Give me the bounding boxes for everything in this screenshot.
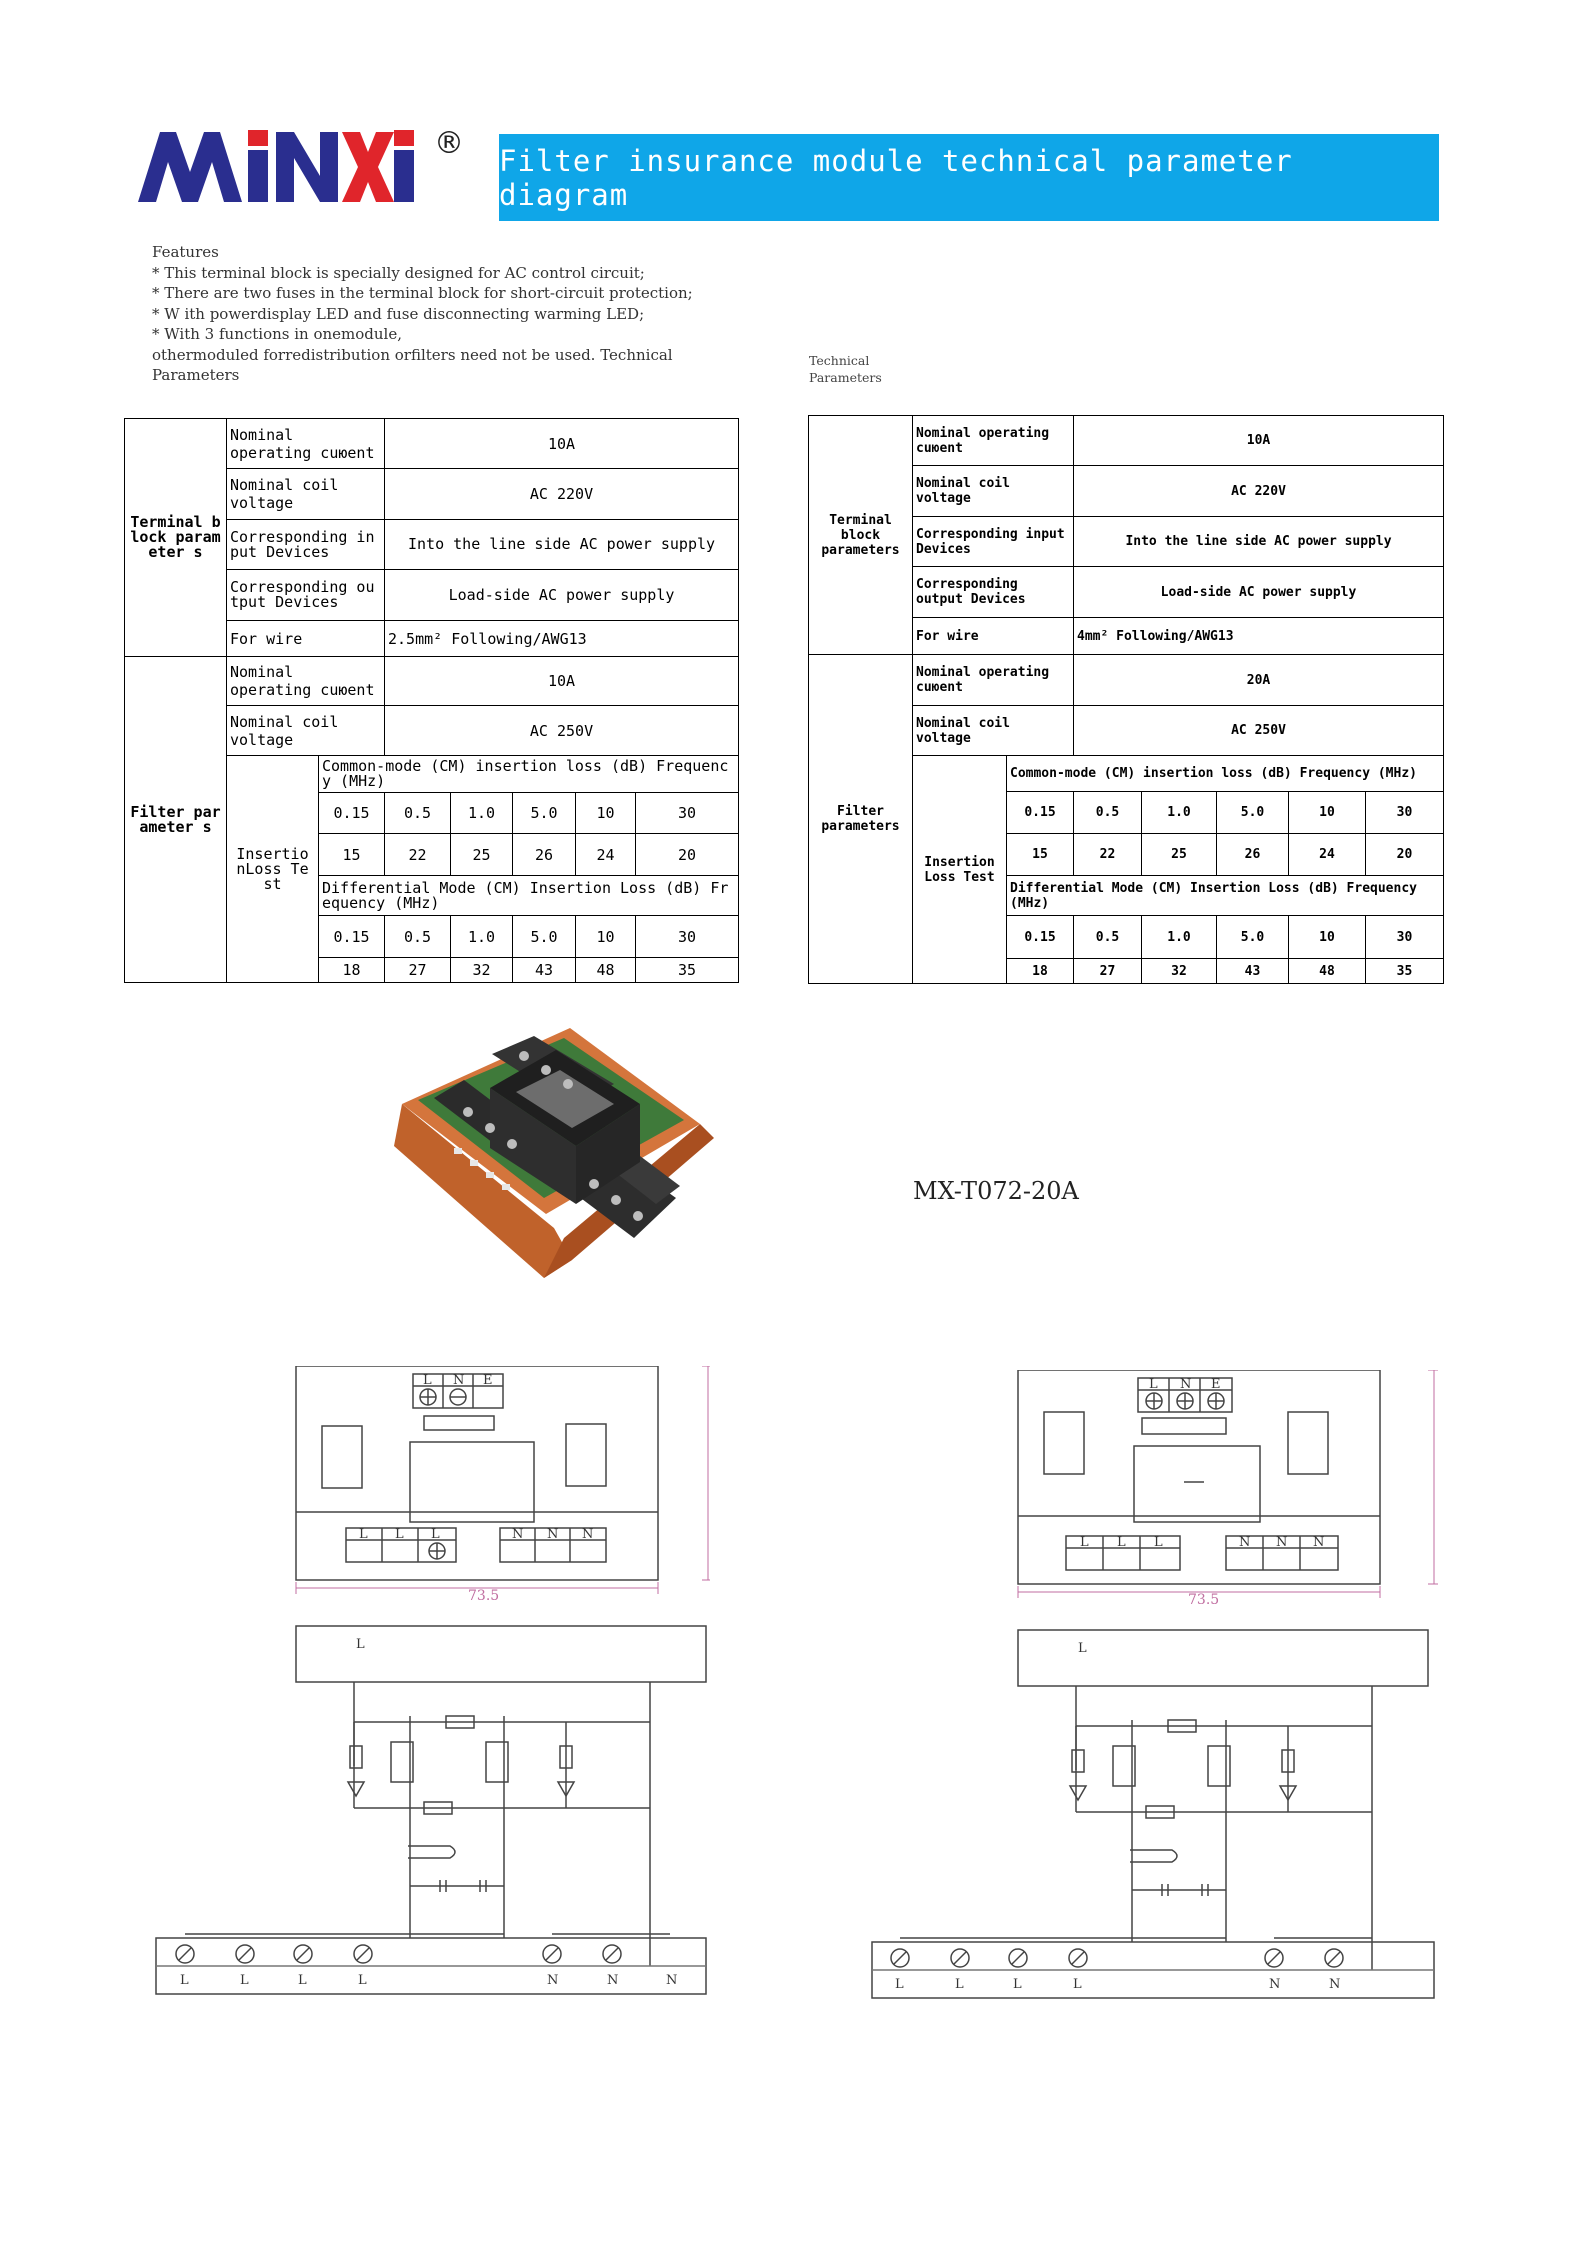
freq-cell: 0.15 [1007, 916, 1074, 959]
output-label: L [1013, 1977, 1022, 1992]
wiring-diagram-left [150, 1366, 710, 2006]
cm-value: 26 [1217, 834, 1289, 876]
param-value: 10A [1074, 416, 1444, 466]
output-label: L [240, 1973, 249, 1988]
filter-group-label: Filter parameter s [125, 657, 227, 983]
freq-cell: 0.5 [1074, 792, 1142, 834]
terminal-label: L [423, 1373, 432, 1388]
terminal-label: L [431, 1527, 440, 1542]
module-outline [296, 1366, 658, 1580]
output-label: N [1269, 1977, 1281, 1992]
output-label: L [955, 1977, 964, 1992]
freq-cell: 5.0 [1217, 792, 1289, 834]
output-label: N [1329, 1977, 1341, 1992]
freq-cell: 30 [1366, 916, 1444, 959]
param-label: For wire [227, 621, 385, 657]
param-value: Into the line side AC power supply [385, 520, 739, 570]
param-value: 10A [385, 419, 739, 469]
feature-line: * W ith powerdisplay LED and fuse disconnecting warming LED; [152, 304, 645, 323]
title-banner [499, 134, 1439, 221]
freq-cell: 10 [1289, 916, 1366, 959]
param-value: 2.5mm² Following/AWG13 [385, 621, 739, 657]
dm-value: 18 [1007, 959, 1074, 984]
spec-table-right [808, 415, 1444, 984]
freq-cell: 5.0 [513, 916, 576, 958]
terminal-label: N [453, 1373, 465, 1388]
dm-heading: Differential Mode (CM) Insertion Loss (dB) Frequency (MHz) [1007, 876, 1444, 916]
terminal-group-label: Terminal block parameters [809, 416, 913, 655]
registered-mark: ® [434, 126, 464, 161]
freq-cell: 10 [576, 793, 636, 834]
banner-title: Filter insurance module technical parameter diagram [499, 143, 1293, 212]
freq-cell: 0.5 [1074, 916, 1142, 959]
cm-heading: Common-mode (CM) insertion loss (dB) Frequency (MHz) [1007, 756, 1444, 792]
filter-group-label: Filter parameters [809, 655, 913, 984]
dm-value: 32 [1142, 959, 1217, 984]
freq-cell: 0.5 [385, 916, 451, 958]
spec-table-left [124, 418, 739, 983]
dm-value: 27 [1074, 959, 1142, 984]
terminal-label: N [1239, 1535, 1251, 1550]
freq-cell: 30 [1366, 792, 1444, 834]
param-value: 10A [385, 657, 739, 706]
freq-cell: 10 [1289, 792, 1366, 834]
terminal-label: N [547, 1527, 559, 1542]
freq-cell: 30 [636, 793, 739, 834]
freq-cell: 10 [576, 916, 636, 958]
param-label: Corresponding input Devices [913, 517, 1074, 567]
terminal-label: N [582, 1527, 594, 1542]
feature-line: * With 3 functions in onemodule, [152, 325, 402, 343]
product-photo [394, 1028, 722, 1298]
output-label: N [666, 1973, 678, 1988]
dimension-label: 73.5 [1188, 1592, 1220, 1608]
minxi-logo [138, 128, 418, 206]
terminal-label: E [1211, 1377, 1221, 1392]
output-label: L [358, 1973, 367, 1988]
freq-cell: 0.15 [319, 916, 385, 958]
param-label: Corresponding output Devices [227, 570, 385, 621]
model-number: MX-T072-20A [913, 1177, 1079, 1205]
terminal-label: L [359, 1527, 368, 1542]
output-label: L [895, 1977, 904, 1992]
freq-cell: 5.0 [513, 793, 576, 834]
freq-cell: 0.15 [319, 793, 385, 834]
feature-line: * There are two fuses in the terminal block for short-circuit protection; [152, 284, 693, 302]
feature-line: othermoduled forredistribution orfilters need not be used. Technical [152, 345, 673, 364]
terminal-label: L [1117, 1535, 1126, 1550]
param-label: Nominal coil voltage [227, 706, 385, 756]
cm-value: 15 [319, 834, 385, 876]
insertion-loss-label: Insertio nLoss Te st [227, 756, 319, 983]
param-value: 4mm² Following/AWG13 [1074, 618, 1444, 655]
param-value: 20A [1074, 655, 1444, 706]
param-value: Load-side AC power supply [385, 570, 739, 621]
param-value: AC 220V [385, 469, 739, 520]
feature-line: Parameters [152, 366, 240, 384]
dm-value: 35 [1366, 959, 1444, 984]
cm-value: 24 [1289, 834, 1366, 876]
cm-value: 25 [1142, 834, 1217, 876]
cm-heading: Common-mode (CM) insertion loss (dB) Frequency (MHz) [319, 756, 739, 793]
param-label: Corresponding output Devices [913, 567, 1074, 618]
param-label: Nominal coil voltage [913, 706, 1074, 756]
features-block [152, 242, 693, 386]
insertion-loss-label: Insertion Loss Test [913, 756, 1007, 984]
terminal-label: N [1276, 1535, 1288, 1550]
terminal-label: L [1149, 1377, 1158, 1392]
cm-value: 20 [1366, 834, 1444, 876]
cm-value: 26 [513, 834, 576, 876]
feature-line: * This terminal block is specially designed for AC control circuit; [152, 263, 645, 282]
dm-value: 48 [576, 958, 636, 983]
terminal-group-label: Terminal block parameter s [125, 419, 227, 657]
freq-cell: 0.5 [385, 793, 451, 834]
dm-heading: Differential Mode (CM) Insertion Loss (dB) Frequency (MHz) [319, 876, 739, 916]
freq-cell: 1.0 [1142, 792, 1217, 834]
module-outline [1018, 1370, 1380, 1584]
terminal-label: E [483, 1373, 493, 1388]
freq-cell: 1.0 [451, 916, 513, 958]
label-line: Parameters [809, 370, 882, 385]
input-label: L [1078, 1641, 1087, 1656]
param-label: Nominal operating cuюent [227, 419, 385, 469]
dm-value: 43 [513, 958, 576, 983]
param-label: Nominal operating cuюent [913, 416, 1074, 466]
freq-cell: 1.0 [1142, 916, 1217, 959]
param-label: For wire [913, 618, 1074, 655]
param-label: Nominal operating cuюent [227, 657, 385, 706]
freq-cell: 0.15 [1007, 792, 1074, 834]
cm-value: 20 [636, 834, 739, 876]
param-value: AC 250V [385, 706, 739, 756]
dm-value: 18 [319, 958, 385, 983]
output-label: L [1073, 1977, 1082, 1992]
param-value: AC 220V [1074, 466, 1444, 517]
output-label: L [298, 1973, 307, 1988]
cm-value: 25 [451, 834, 513, 876]
dm-value: 35 [636, 958, 739, 983]
dm-value: 43 [1217, 959, 1289, 984]
dm-value: 32 [451, 958, 513, 983]
terminal-label: L [1080, 1535, 1089, 1550]
input-label: L [356, 1637, 365, 1652]
param-label: Nominal coil voltage [227, 469, 385, 520]
freq-cell: 1.0 [451, 793, 513, 834]
dm-value: 48 [1289, 959, 1366, 984]
terminal-label: N [1313, 1535, 1325, 1550]
freq-cell: 30 [636, 916, 739, 958]
output-label: L [180, 1973, 189, 1988]
dimension-label: 73.5 [468, 1588, 500, 1604]
dm-value: 27 [385, 958, 451, 983]
cm-value: 24 [576, 834, 636, 876]
wiring-diagram-right [868, 1370, 1438, 2010]
param-value: Into the line side AC power supply [1074, 517, 1444, 567]
output-label: N [547, 1973, 559, 1988]
param-label: Corresponding input Devices [227, 520, 385, 570]
param-value: AC 250V [1074, 706, 1444, 756]
terminal-label: N [512, 1527, 524, 1542]
param-value: Load-side AC power supply [1074, 567, 1444, 618]
label-line: Technical [809, 353, 870, 368]
param-label: Nominal operating cuюent [913, 655, 1074, 706]
features-heading: Features [152, 243, 219, 261]
terminal-label: L [1154, 1535, 1163, 1550]
freq-cell: 5.0 [1217, 916, 1289, 959]
technical-parameters-label [809, 352, 882, 386]
terminal-label: L [395, 1527, 404, 1542]
terminal-label: N [1180, 1377, 1192, 1392]
param-label: Nominal coil voltage [913, 466, 1074, 517]
cm-value: 15 [1007, 834, 1074, 876]
cm-value: 22 [1074, 834, 1142, 876]
output-label: N [607, 1973, 619, 1988]
cm-value: 22 [385, 834, 451, 876]
